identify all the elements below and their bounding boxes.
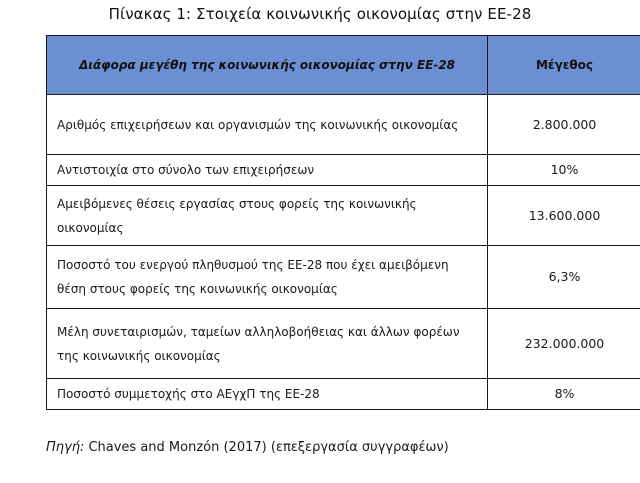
row-label: Μέλη συνεταιρισμών, ταμείων αλληλοβοήθειας και άλλων φορέων της κοινωνικής οικονομίας [47, 309, 488, 379]
row-value: 13.600.000 [488, 186, 640, 246]
table-body [47, 95, 640, 410]
row-label: Αριθμός επιχειρήσεων και οργανισμών της κοινωνικής οικονομίας [47, 95, 488, 155]
table-row [47, 155, 640, 186]
row-value: 6,3% [488, 246, 640, 309]
column-header-size: Μέγεθος [488, 36, 640, 95]
row-label: Ποσοστό του ενεργού πληθυσμού της ΕΕ-28 που έχει αμειβόμενη θέση στους φορείς της κοινωνικής οικονομίας [47, 246, 488, 309]
row-label: Αμειβόμενες θέσεις εργασίας στους φορείς της κοινωνικής οικονομίας [47, 186, 488, 246]
header-row [47, 36, 640, 95]
row-label: Ποσοστό συμμετοχής στο ΑΕγχΠ της ΕΕ-28 [47, 379, 488, 410]
row-label: Αντιστοιχία στο σύνολο των επιχειρήσεων [47, 155, 488, 186]
row-value: 2.800.000 [488, 95, 640, 155]
source-text: Chaves and Monzón (2017) (επεξεργασία συγγραφέων) [84, 440, 449, 455]
row-value: 232.000.000 [488, 309, 640, 379]
row-value: 10% [488, 155, 640, 186]
table-row [47, 246, 640, 309]
table-header [47, 36, 640, 95]
source-label: Πηγή: [46, 440, 85, 455]
table-row [47, 186, 640, 246]
source-note [46, 440, 449, 455]
table-row [47, 379, 640, 410]
table-row [47, 95, 640, 155]
table-row [47, 309, 640, 379]
row-value: 8% [488, 379, 640, 410]
social-economy-table [46, 35, 640, 410]
table-caption: Πίνακας 1: Στοιχεία κοινωνικής οικονομίας στην ΕΕ-28 [108, 5, 532, 23]
column-header-measures: Διάφορα μεγέθη της κοινωνικής οικονομίας στην ΕΕ-28 [47, 36, 488, 95]
